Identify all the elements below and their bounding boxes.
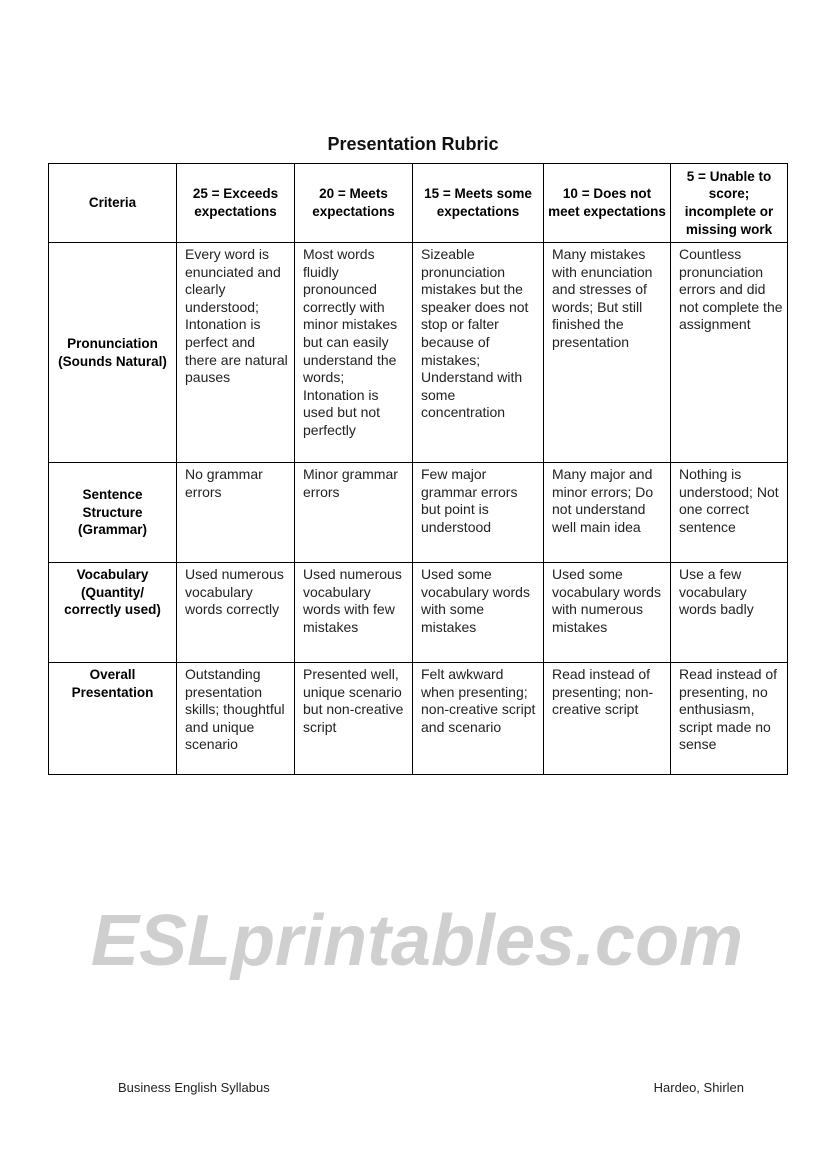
page-title-text: Presentation Rubric bbox=[327, 134, 499, 154]
rubric-cell: Felt awkward when presenting; non-creative script and scenario bbox=[413, 663, 544, 775]
rubric-cell: Countless pronunciation errors and did not complete the assignment bbox=[671, 243, 788, 463]
criteria-cell: Vocabulary (Quantity/ correctly used) bbox=[49, 563, 177, 663]
rubric-cell: Presented well, unique scenario but non-creative script bbox=[295, 663, 413, 775]
header-score-20: 20 = Meets expectations bbox=[295, 164, 413, 243]
rubric-cell: Most words fluidly pronounced correctly with minor mistakes but can easily understand the words; Intonation is used but not perfectly bbox=[295, 243, 413, 463]
rubric-cell: Used numerous vocabulary words correctly bbox=[177, 563, 295, 663]
rubric-cell: Minor grammar errors bbox=[295, 463, 413, 563]
header-score-5: 5 = Unable to score; incomplete or missing work bbox=[671, 164, 788, 243]
criteria-cell: Sentence Structure (Grammar) bbox=[49, 463, 177, 563]
rubric-cell: Used some vocabulary words with numerous mistakes bbox=[544, 563, 671, 663]
rubric-cell: Used some vocabulary words with some mistakes bbox=[413, 563, 544, 663]
header-score-25: 25 = Exceeds expectations bbox=[177, 164, 295, 243]
criteria-cell: Pronunciation (Sounds Natural) bbox=[49, 243, 177, 463]
rubric-cell: Every word is enunciated and clearly understood; Intonation is perfect and there are natural pauses bbox=[177, 243, 295, 463]
header-score-10: 10 = Does not meet expectations bbox=[544, 164, 671, 243]
page-title bbox=[0, 134, 826, 155]
table-row-overall-presentation bbox=[49, 663, 788, 775]
watermark-text: ESLprintables.com bbox=[90, 901, 744, 981]
rubric-cell: Few major grammar errors but point is understood bbox=[413, 463, 544, 563]
table-header-row bbox=[49, 164, 788, 243]
rubric-table bbox=[48, 163, 788, 775]
footer-author: Hardeo, Shirlen bbox=[653, 1080, 744, 1095]
rubric-cell: Outstanding presentation skills; thoughtful and unique scenario bbox=[177, 663, 295, 775]
rubric-cell: Many major and minor errors; Do not understand well main idea bbox=[544, 463, 671, 563]
rubric-cell: No grammar errors bbox=[177, 463, 295, 563]
rubric-cell: Nothing is understood; Not one correct sentence bbox=[671, 463, 788, 563]
table-row-pronunciation bbox=[49, 243, 788, 463]
rubric-cell: Use a few vocabulary words badly bbox=[671, 563, 788, 663]
rubric-cell: Many mistakes with enunciation and stresses of words; But still finished the presentation bbox=[544, 243, 671, 463]
criteria-cell: Overall Presentation bbox=[49, 663, 177, 775]
header-criteria: Criteria bbox=[49, 164, 177, 243]
table-row-sentence-structure bbox=[49, 463, 788, 563]
footer-course-name: Business English Syllabus bbox=[118, 1080, 270, 1095]
rubric-cell: Used numerous vocabulary words with few mistakes bbox=[295, 563, 413, 663]
watermark bbox=[48, 840, 787, 1040]
header-score-15: 15 = Meets some expectations bbox=[413, 164, 544, 243]
rubric-cell: Read instead of presenting; non-creative script bbox=[544, 663, 671, 775]
rubric-cell: Sizeable pronunciation mistakes but the speaker does not stop or falter because of mistakes; Understand with some concentration bbox=[413, 243, 544, 463]
rubric-cell: Read instead of presenting, no enthusiasm, script made no sense bbox=[671, 663, 788, 775]
table-row-vocabulary bbox=[49, 563, 788, 663]
